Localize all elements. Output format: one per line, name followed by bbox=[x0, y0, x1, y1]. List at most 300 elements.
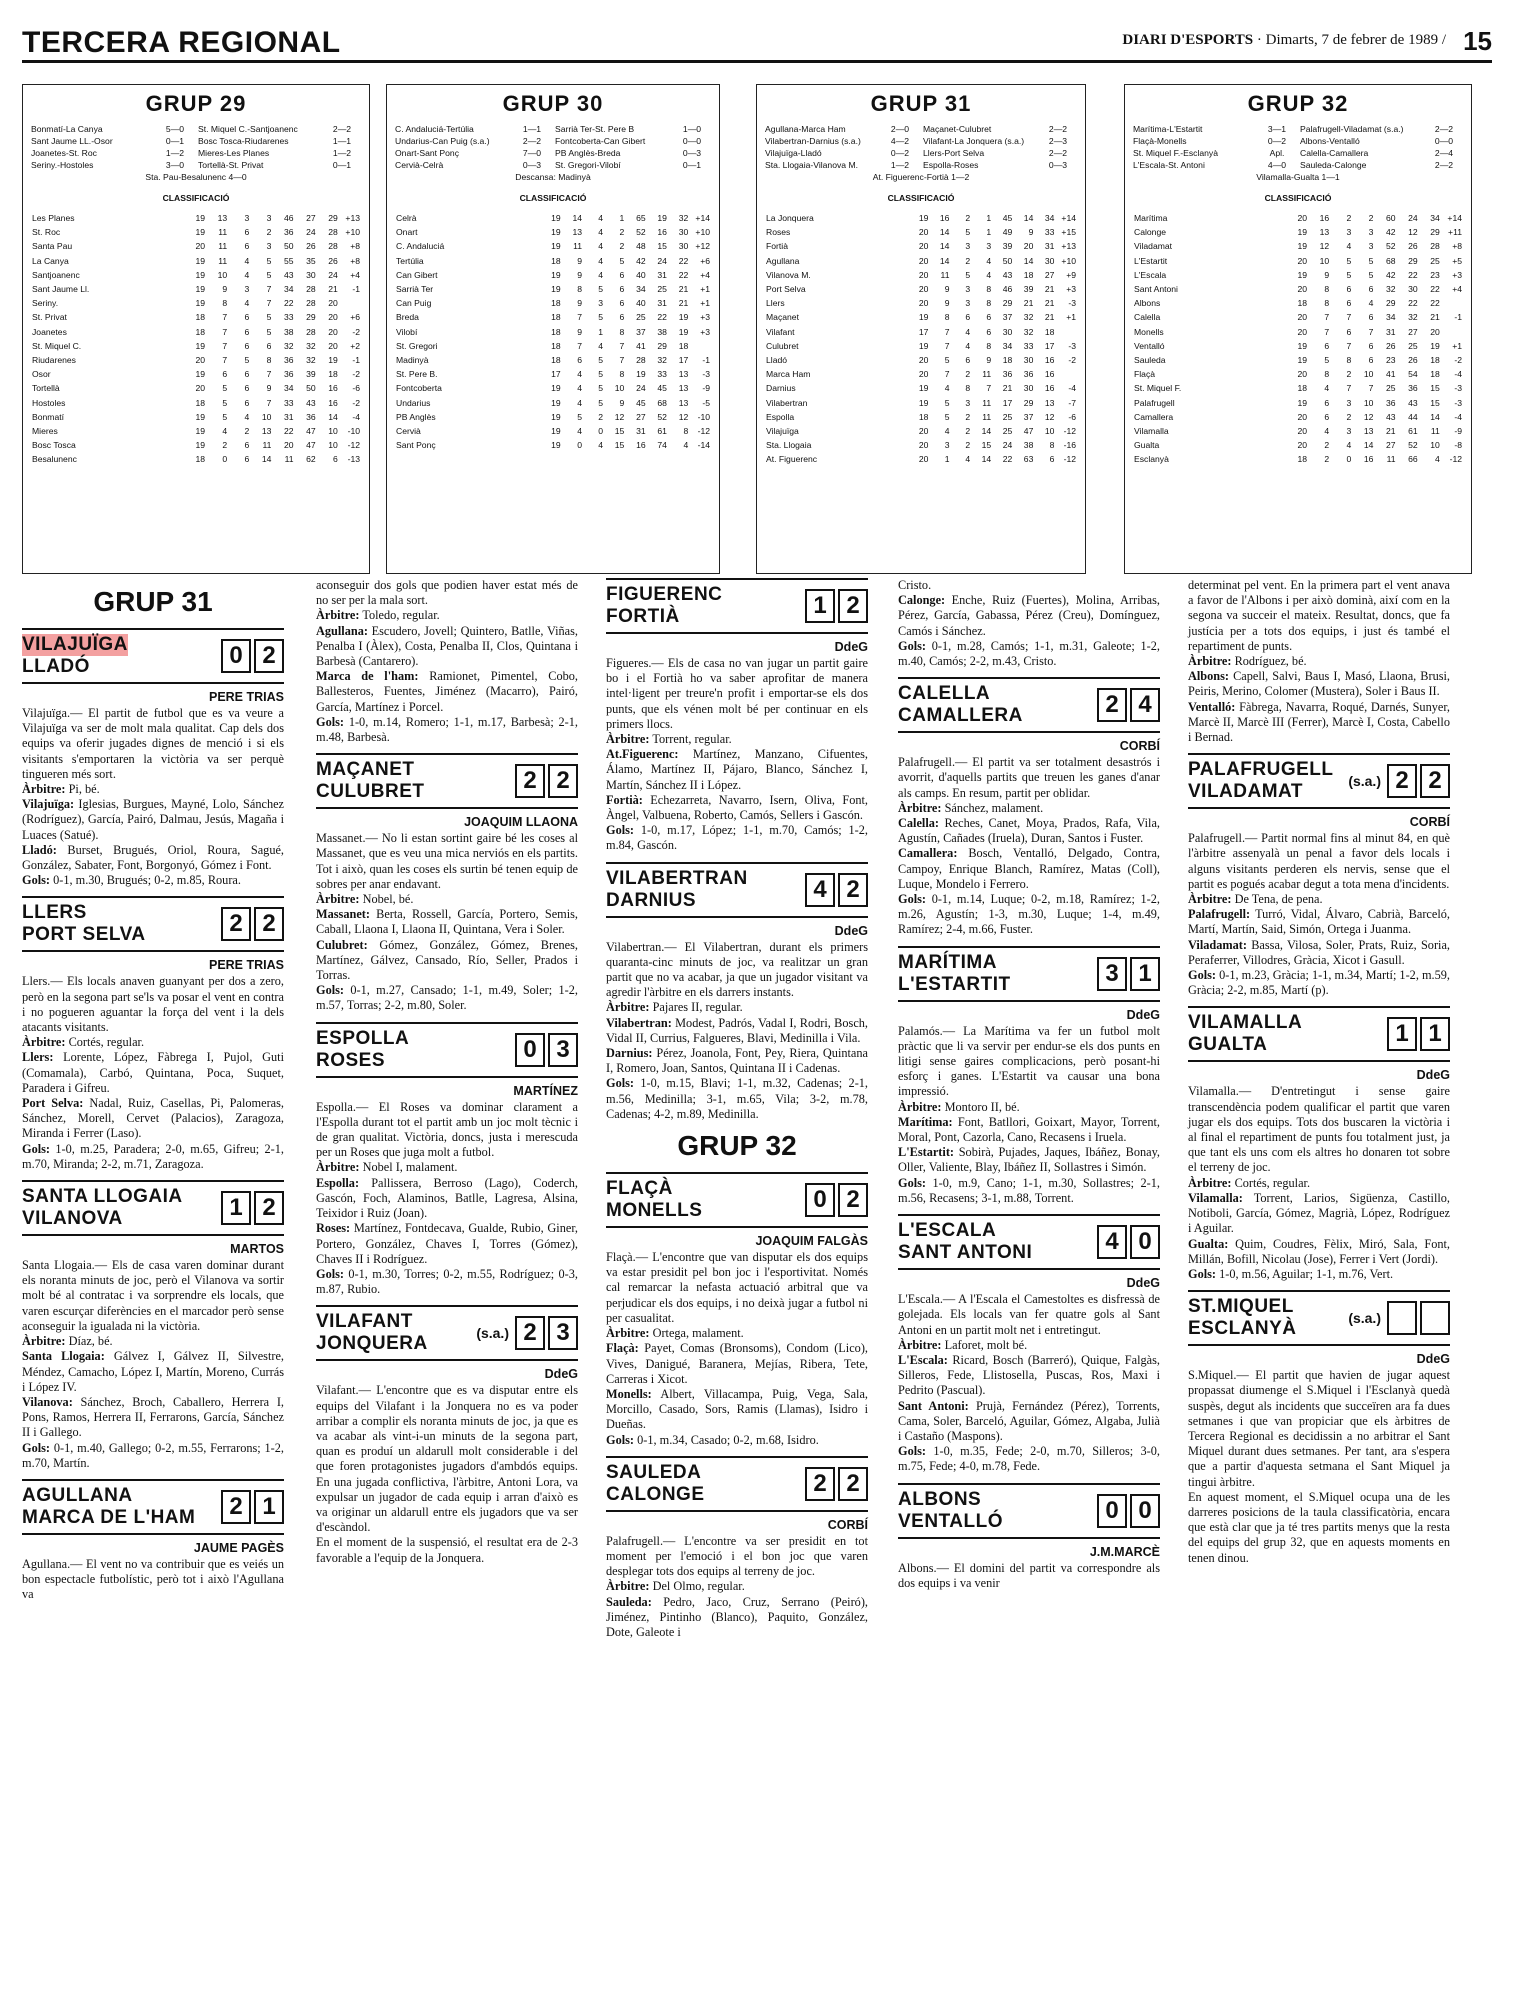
home-team: AGULLANA bbox=[22, 1484, 133, 1506]
stat-cell: +6 bbox=[700, 255, 710, 266]
stat-cell: 29 bbox=[657, 340, 667, 351]
stat-cell: -10 bbox=[697, 411, 710, 422]
article-author: DdeG bbox=[834, 640, 868, 654]
match-teams: Vilabertran-Darnius (s.a.) bbox=[765, 136, 861, 146]
stat-cell: 6 bbox=[986, 326, 992, 337]
match-article bbox=[606, 1172, 868, 1448]
stat-cell: 68 bbox=[1385, 255, 1396, 266]
article-author: CORBÍ bbox=[827, 1517, 868, 1532]
field-label: Agullana: bbox=[316, 623, 368, 638]
stat-cell: 16 bbox=[1319, 213, 1330, 224]
stat-cell: 27 bbox=[1385, 440, 1396, 451]
stat-cell: 9 bbox=[577, 326, 583, 337]
stat-cell: 9 bbox=[577, 269, 583, 280]
stat-cell: 14 bbox=[328, 411, 338, 422]
paragraph-text: 0-1, m.30, Torres; 0-2, m.55, Rodríguez; 0-3, m.87, Rubio. bbox=[316, 1266, 578, 1297]
stat-cell: 36 bbox=[283, 369, 294, 380]
away-score bbox=[1420, 1301, 1450, 1335]
stat-cell: 20 bbox=[918, 298, 929, 309]
stat-cell: 2 bbox=[1324, 440, 1330, 451]
stat-cell: 5 bbox=[266, 269, 272, 280]
paragraph bbox=[898, 1561, 1160, 1591]
table-row bbox=[765, 367, 1077, 381]
match-teams: Agullana-Marca Ham bbox=[765, 124, 846, 134]
stat-cell: 20 bbox=[918, 255, 929, 266]
stat-cell: -2 bbox=[352, 369, 360, 380]
paragraph bbox=[606, 1534, 868, 1580]
table-row bbox=[765, 268, 1077, 282]
stat-cell: 5 bbox=[598, 284, 604, 295]
score-boxes bbox=[805, 589, 868, 623]
match-header bbox=[22, 1479, 284, 1535]
paragraph-text: Torrent, regular. bbox=[652, 732, 732, 747]
home-score: 1 bbox=[805, 589, 835, 623]
stat-cell: 14 bbox=[981, 454, 992, 465]
stat-cell: 6 bbox=[244, 326, 250, 337]
team-name: Santa Pau bbox=[32, 241, 73, 252]
paragraph-text: Torrent, Larios, Sigüenza, Castillo, Notiboli, García, Gómez, Magrià, López, Rodríguez i Aguilar. bbox=[1188, 1190, 1450, 1236]
stat-cell: 19 bbox=[678, 326, 689, 337]
match-header bbox=[898, 1483, 1160, 1539]
stat-cell: 4 bbox=[244, 298, 250, 309]
home-team: VILAMALLA bbox=[1188, 1012, 1303, 1034]
article-author: CORBÍ bbox=[1409, 815, 1450, 830]
stat-cell: +1 bbox=[700, 284, 710, 295]
stat-cell: 19 bbox=[195, 227, 206, 238]
article-body bbox=[316, 1100, 578, 1298]
paragraph bbox=[316, 578, 578, 608]
paragraph bbox=[1188, 1368, 1450, 1490]
home-score: 4 bbox=[1097, 1225, 1127, 1259]
stat-cell: 0 bbox=[1346, 454, 1352, 465]
score-area bbox=[805, 1183, 868, 1217]
table-row bbox=[765, 310, 1077, 324]
away-team: PORT SELVA bbox=[22, 924, 146, 946]
field-label: Sant Antoni: bbox=[898, 1398, 969, 1413]
stat-cell: 54 bbox=[1408, 369, 1418, 380]
stat-cell: 11 bbox=[262, 440, 272, 451]
stat-cell: 9 bbox=[1028, 227, 1034, 238]
team-names bbox=[22, 1186, 183, 1230]
match-header bbox=[606, 1456, 868, 1512]
match-teams: Marítima-L'Estartit bbox=[1133, 124, 1203, 134]
stat-cell: 3 bbox=[244, 284, 250, 295]
stat-cell: 3 bbox=[598, 298, 604, 309]
paragraph bbox=[316, 983, 578, 1013]
paragraph bbox=[22, 1334, 284, 1349]
home-score: 2 bbox=[221, 1490, 251, 1524]
away-team: FORTIÀ bbox=[606, 606, 680, 627]
field-label: Àrbitre: bbox=[1188, 654, 1232, 669]
score-boxes bbox=[515, 764, 578, 798]
stat-cell: 2 bbox=[965, 369, 971, 380]
stat-cell: 4 bbox=[598, 440, 604, 451]
away-score: 2 bbox=[254, 639, 284, 673]
table-row bbox=[765, 339, 1077, 353]
field-label: Calella: bbox=[898, 816, 939, 831]
stat-cell: 18 bbox=[195, 312, 206, 323]
stat-cell: 6 bbox=[619, 312, 625, 323]
stat-cell: 2 bbox=[1346, 369, 1352, 380]
stat-cell: 14 bbox=[981, 425, 992, 436]
table-row bbox=[395, 254, 711, 268]
team-name: Albons bbox=[1134, 298, 1161, 309]
stat-cell: 1 bbox=[986, 227, 992, 238]
home-score: 0 bbox=[515, 1033, 545, 1067]
paragraph bbox=[898, 1353, 1160, 1399]
paragraph bbox=[316, 1535, 578, 1565]
stat-cell: 19 bbox=[195, 284, 206, 295]
team-name: Culubret bbox=[766, 340, 799, 351]
article-body bbox=[22, 706, 284, 888]
stat-cell: 29 bbox=[1385, 298, 1396, 309]
team-name: Vilafant bbox=[766, 326, 795, 337]
stat-cell: 10 bbox=[328, 440, 338, 451]
team-name: Calella bbox=[1134, 312, 1161, 323]
field-label: Gols: bbox=[898, 1444, 927, 1459]
home-team: MARÍTIMA bbox=[898, 951, 997, 973]
team-name: Onart bbox=[396, 227, 418, 238]
table-row bbox=[395, 211, 711, 225]
field-label: Àrbitre: bbox=[316, 892, 360, 907]
stat-cell: 66 bbox=[1408, 454, 1418, 465]
paragraph-text: 1-0, m.56, Aguilar; 1-1, m.76, Vert. bbox=[1219, 1266, 1394, 1281]
team-name: La Canya bbox=[32, 255, 69, 266]
stat-cell: 3 bbox=[1346, 425, 1352, 436]
stat-cell: 30 bbox=[1023, 354, 1034, 365]
stat-cell: 7 bbox=[944, 326, 950, 337]
team-name: Seriny. bbox=[32, 298, 59, 309]
field-label: At.Figuerenc: bbox=[606, 747, 679, 762]
away-team: L'ESTARTIT bbox=[898, 973, 1011, 995]
article-continuation bbox=[316, 578, 578, 745]
stat-cell: 19 bbox=[551, 213, 561, 224]
table-row bbox=[1133, 282, 1463, 296]
stat-cell: 19 bbox=[551, 440, 561, 451]
team-name: Can Puig bbox=[396, 298, 432, 309]
match-score: Apl. bbox=[1269, 148, 1285, 158]
stat-cell: 9 bbox=[1324, 269, 1330, 280]
stat-cell: 14 bbox=[939, 227, 950, 238]
stat-cell: -4 bbox=[352, 411, 360, 422]
team-name: Maçanet bbox=[766, 312, 799, 323]
stat-cell: 13 bbox=[678, 397, 689, 408]
stat-cell: 36 bbox=[283, 354, 294, 365]
stat-cell: 38 bbox=[283, 326, 294, 337]
stat-cell: 32 bbox=[1023, 312, 1034, 323]
paragraph-text: Montoro II, bé. bbox=[944, 1099, 1020, 1114]
match-article bbox=[606, 578, 868, 854]
stat-cell: 22 bbox=[283, 425, 294, 436]
paragraph-text: Palafrugell.— L'encontre va ser presidit en tot moment per l'emoció i el bon joc que varen desplegar tots dos equips al terreny de joc. bbox=[606, 1533, 868, 1579]
stat-cell: 19 bbox=[918, 340, 929, 351]
away-team: LLADÓ bbox=[22, 656, 90, 677]
team-names bbox=[1188, 1296, 1297, 1340]
paragraph-text: 0-1, m.23, Gràcia; 1-1, m.34, Martí; 1-2, m.59, Gràcia; 2-2, m.85, Martí (p). bbox=[1188, 968, 1450, 998]
stat-cell: -12 bbox=[347, 440, 360, 451]
stat-cell: 4 bbox=[577, 397, 583, 408]
stat-cell: 20 bbox=[1297, 411, 1308, 422]
stat-cell: 25 bbox=[1430, 255, 1440, 266]
paragraph-text: Pérez, Joanola, Font, Pey, Riera, Quintana I, Romero, Joan, Santos, Quintana II i Cadenas. bbox=[606, 1046, 868, 1076]
stat-cell: 13 bbox=[678, 369, 689, 380]
match-article bbox=[898, 946, 1160, 1206]
stat-cell: 6 bbox=[244, 454, 250, 465]
stat-cell: 28 bbox=[328, 241, 338, 252]
article-body bbox=[316, 831, 578, 1013]
field-label: Lladó: bbox=[22, 842, 57, 857]
field-label: Àrbitre: bbox=[606, 1000, 650, 1015]
paragraph-text: Vilajuïga.— El partit de futbol que es va veure a Vilajuïga va ser de molt mala qualitat. Cap dels dos equips va oferir jugades dignes de menció i si els visitants s'emportaren la victòria va ser perquè tingueren més sort. bbox=[22, 706, 284, 781]
stat-cell: 10 bbox=[261, 411, 272, 422]
team-name: Sant Ponç bbox=[396, 440, 436, 451]
table-row bbox=[765, 254, 1077, 268]
stat-cell: 20 bbox=[918, 369, 929, 380]
paragraph-text: 1-0, m.15, Blavi; 1-1, m.32, Cadenas; 2-1, m.56, Medinilla; 3-1, m.65, Vila; 3-2, m.78, Cadenas; 4-2, m.89, Medinilla. bbox=[606, 1076, 869, 1121]
stat-cell: 18 bbox=[1297, 298, 1308, 309]
stat-cell: 33 bbox=[657, 369, 667, 380]
home-team: FIGUERENC bbox=[606, 584, 723, 605]
stat-cell: -2 bbox=[1454, 354, 1462, 365]
classification-heading: CLASSIFICACIÓ bbox=[1264, 193, 1332, 203]
stat-cell: 16 bbox=[1044, 354, 1055, 365]
stat-cell: +1 bbox=[700, 298, 710, 309]
stat-cell bbox=[1441, 296, 1463, 310]
paragraph bbox=[316, 608, 578, 623]
stat-cell: 7 bbox=[222, 354, 228, 365]
stat-cell: 36 bbox=[1408, 383, 1418, 394]
field-label: Àrbitre: bbox=[1188, 892, 1232, 907]
stat-cell: 27 bbox=[1044, 269, 1055, 280]
team-name: Sta. Llogaia bbox=[766, 440, 812, 451]
stat-cell: 31 bbox=[283, 411, 294, 422]
team-name: Vilajuïga bbox=[766, 425, 799, 436]
stat-cell: +14 bbox=[1061, 213, 1076, 224]
stat-cell: 7 bbox=[266, 298, 272, 309]
stat-cell: 8 bbox=[266, 354, 272, 365]
table-row bbox=[395, 353, 711, 367]
stat-cell: 9 bbox=[266, 383, 272, 394]
stat-cell: 11 bbox=[982, 411, 992, 422]
stat-cell: 6 bbox=[619, 298, 625, 309]
stat-cell: 4 bbox=[1324, 425, 1330, 436]
stat-cell: 10 bbox=[1363, 369, 1374, 380]
home-score: 1 bbox=[1387, 1017, 1417, 1051]
stat-cell: 30 bbox=[1002, 326, 1013, 337]
match-score: 2—2 bbox=[1434, 124, 1454, 134]
team-name: Fontcoberta bbox=[396, 383, 442, 394]
stat-cell: 4 bbox=[598, 241, 604, 252]
team-name: L'Estartit bbox=[1134, 255, 1168, 266]
team-name: Monells bbox=[1134, 326, 1164, 337]
paragraph bbox=[898, 755, 1160, 801]
away-score: 2 bbox=[254, 1191, 284, 1225]
table-row bbox=[1133, 225, 1463, 239]
stat-cell: 18 bbox=[551, 326, 561, 337]
stat-cell: 18 bbox=[918, 411, 929, 422]
match-score: 0—2 bbox=[890, 148, 910, 158]
home-team: CALELLA bbox=[898, 683, 991, 705]
group-heading: GRUP 32 bbox=[677, 1130, 797, 1162]
stat-cell: 24 bbox=[657, 255, 667, 266]
field-label: Calonge: bbox=[898, 593, 946, 608]
match-article bbox=[1188, 1290, 1450, 1566]
team-name: Mieres bbox=[32, 425, 58, 436]
group-title: GRUP 29 bbox=[145, 91, 247, 116]
stat-cell: -4 bbox=[1454, 411, 1462, 422]
team-name: St. Miquel C. bbox=[32, 340, 82, 351]
stat-cell: 6 bbox=[244, 227, 250, 238]
team-name: Espolla bbox=[766, 411, 795, 422]
match-header bbox=[898, 946, 1160, 1002]
article-author: DdeG bbox=[544, 1367, 578, 1382]
stat-cell: 29 bbox=[1023, 397, 1034, 408]
stat-cell: -10 bbox=[347, 425, 360, 436]
match-score: 1—1 bbox=[332, 136, 352, 146]
team-names bbox=[1188, 1012, 1302, 1056]
table-row bbox=[31, 395, 361, 409]
match-teams: C. Andaluciá-Tertúlia bbox=[395, 124, 474, 134]
paragraph bbox=[316, 1221, 578, 1267]
stat-cell: -9 bbox=[702, 383, 710, 394]
match-teams: PB Anglès-Breda bbox=[555, 148, 621, 158]
field-label: Vilajuïga: bbox=[22, 797, 75, 812]
stat-cell: 42 bbox=[636, 255, 646, 266]
stat-cell: 19 bbox=[918, 213, 929, 224]
stat-cell: 46 bbox=[1002, 284, 1013, 295]
score-area bbox=[221, 907, 284, 941]
results-list bbox=[395, 123, 711, 183]
table-row bbox=[1133, 239, 1463, 253]
stat-cell: 5 bbox=[598, 383, 604, 394]
article-author: JOAQUIM LLAONA bbox=[464, 815, 578, 830]
stat-cell: 5 bbox=[266, 326, 272, 337]
stat-cell: 3 bbox=[965, 298, 971, 309]
team-names bbox=[606, 584, 722, 628]
team-name: La Jonquera bbox=[766, 213, 814, 224]
stat-cell: 36 bbox=[1385, 397, 1396, 408]
away-team: JONQUERA bbox=[316, 1333, 428, 1355]
stat-cell: 28 bbox=[636, 354, 646, 365]
stat-cell: 18 bbox=[1430, 354, 1440, 365]
stat-cell: 20 bbox=[1297, 213, 1308, 224]
stat-cell: 6 bbox=[266, 340, 272, 351]
stat-cell: 4 bbox=[577, 425, 583, 436]
team-names bbox=[606, 1178, 702, 1222]
stat-cell: 6 bbox=[965, 354, 971, 365]
paragraph-text: Burset, Brugués, Oriol, Roura, Sagué, González, Sabater, Font, Borgonyó, Gómez i Font. bbox=[22, 842, 284, 873]
match-header bbox=[898, 677, 1160, 733]
paragraph bbox=[606, 656, 868, 732]
home-score bbox=[1387, 1301, 1417, 1335]
match-score: 1—2 bbox=[890, 160, 910, 170]
match-article bbox=[606, 862, 868, 1122]
paragraph bbox=[316, 1160, 578, 1175]
stat-cell: 20 bbox=[1297, 440, 1308, 451]
stat-cell: 19 bbox=[551, 397, 561, 408]
team-name: Marca Ham bbox=[766, 369, 811, 380]
stat-cell: 12 bbox=[1319, 241, 1330, 252]
stat-cell: 6 bbox=[244, 440, 250, 451]
stat-cell: 17 bbox=[678, 354, 689, 365]
table-row bbox=[1133, 325, 1463, 339]
stat-cell: 7 bbox=[222, 312, 228, 323]
match-article bbox=[22, 628, 284, 888]
paragraph-text: Quim, Coudres, Fèlix, Miró, Sala, Font, Millán, Bofill, Nicolau (Jose), Ferrer i Vert (Jordi). bbox=[1188, 1236, 1450, 1266]
stat-cell: +9 bbox=[1066, 269, 1076, 280]
issue-date: Dimarts, 7 de febrer de 1989 / bbox=[1265, 32, 1446, 48]
table-row bbox=[1133, 339, 1463, 353]
stat-cell: 4 bbox=[577, 369, 583, 380]
paragraph-text: Díaz, bé. bbox=[68, 1334, 113, 1349]
match-header bbox=[316, 1022, 578, 1078]
match-score: 7—0 bbox=[522, 148, 542, 158]
stat-cell: 5 bbox=[222, 397, 228, 408]
stat-cell: 5 bbox=[1368, 255, 1374, 266]
match-teams: Undarius-Can Puig (s.a.) bbox=[395, 136, 490, 146]
table-row bbox=[31, 254, 361, 268]
stat-cell: 13 bbox=[678, 383, 689, 394]
stat-cell: 34 bbox=[1430, 213, 1440, 224]
stat-cell: 19 bbox=[918, 397, 929, 408]
away-team: MONELLS bbox=[606, 1200, 703, 1222]
table-row bbox=[31, 325, 361, 339]
stat-cell: 4 bbox=[598, 227, 604, 238]
paragraph-text: Ramionet, Pimentel, Cobo, Ballesteros, Fuentes, Jiménez (Macarro), Pairó, García, Martínez i Porcel. bbox=[316, 669, 578, 714]
stat-cell: 25 bbox=[1002, 425, 1013, 436]
team-name: St. Roc bbox=[32, 227, 61, 238]
stat-cell: 18 bbox=[551, 340, 561, 351]
stat-cell: 20 bbox=[195, 383, 206, 394]
paragraph bbox=[898, 1176, 1160, 1206]
stat-cell: 18 bbox=[195, 397, 206, 408]
paragraph bbox=[22, 1050, 284, 1096]
paragraph bbox=[316, 715, 578, 745]
stat-cell: +6 bbox=[350, 312, 360, 323]
article-column bbox=[1188, 578, 1450, 1574]
table-row bbox=[31, 268, 361, 282]
match-teams: Calella-Camallera bbox=[1300, 148, 1369, 158]
stat-cell: 5 bbox=[965, 269, 971, 280]
paragraph-text: Cortés, regular. bbox=[68, 1035, 145, 1050]
match-article bbox=[1188, 753, 1450, 998]
article-body bbox=[316, 1383, 578, 1565]
paragraph-text: Cristo. bbox=[898, 578, 932, 592]
paragraph bbox=[22, 706, 284, 782]
match-score: 5—0 bbox=[165, 124, 185, 134]
match-article bbox=[316, 1305, 578, 1565]
stat-cell: 7 bbox=[619, 340, 625, 351]
stat-cell: 20 bbox=[1297, 369, 1308, 380]
field-label: Vilamalla: bbox=[1188, 1190, 1243, 1205]
score-area bbox=[1348, 1301, 1450, 1335]
paragraph bbox=[1188, 938, 1450, 968]
stat-cell: 4 bbox=[598, 255, 604, 266]
paragraph-text: Pajares II, regular. bbox=[652, 1000, 743, 1015]
stat-cell: 21 bbox=[1044, 312, 1055, 323]
match-teams: Bosc Tosca-Riudarenes bbox=[198, 136, 289, 146]
stat-cell: 16 bbox=[328, 383, 338, 394]
table-row bbox=[765, 424, 1077, 438]
stat-cell: -7 bbox=[1068, 397, 1076, 408]
stat-cell: 2 bbox=[1324, 454, 1330, 465]
paragraph bbox=[22, 782, 284, 797]
away-team: VILADAMAT bbox=[1188, 781, 1303, 803]
stat-cell: +3 bbox=[1452, 269, 1462, 280]
stat-cell: 7 bbox=[1368, 326, 1374, 337]
paragraph-text: 0-1, m.40, Gallego; 0-2, m.55, Ferrarons; 1-2, m.70, Martín. bbox=[22, 1440, 284, 1470]
stat-cell: 6 bbox=[619, 284, 625, 295]
